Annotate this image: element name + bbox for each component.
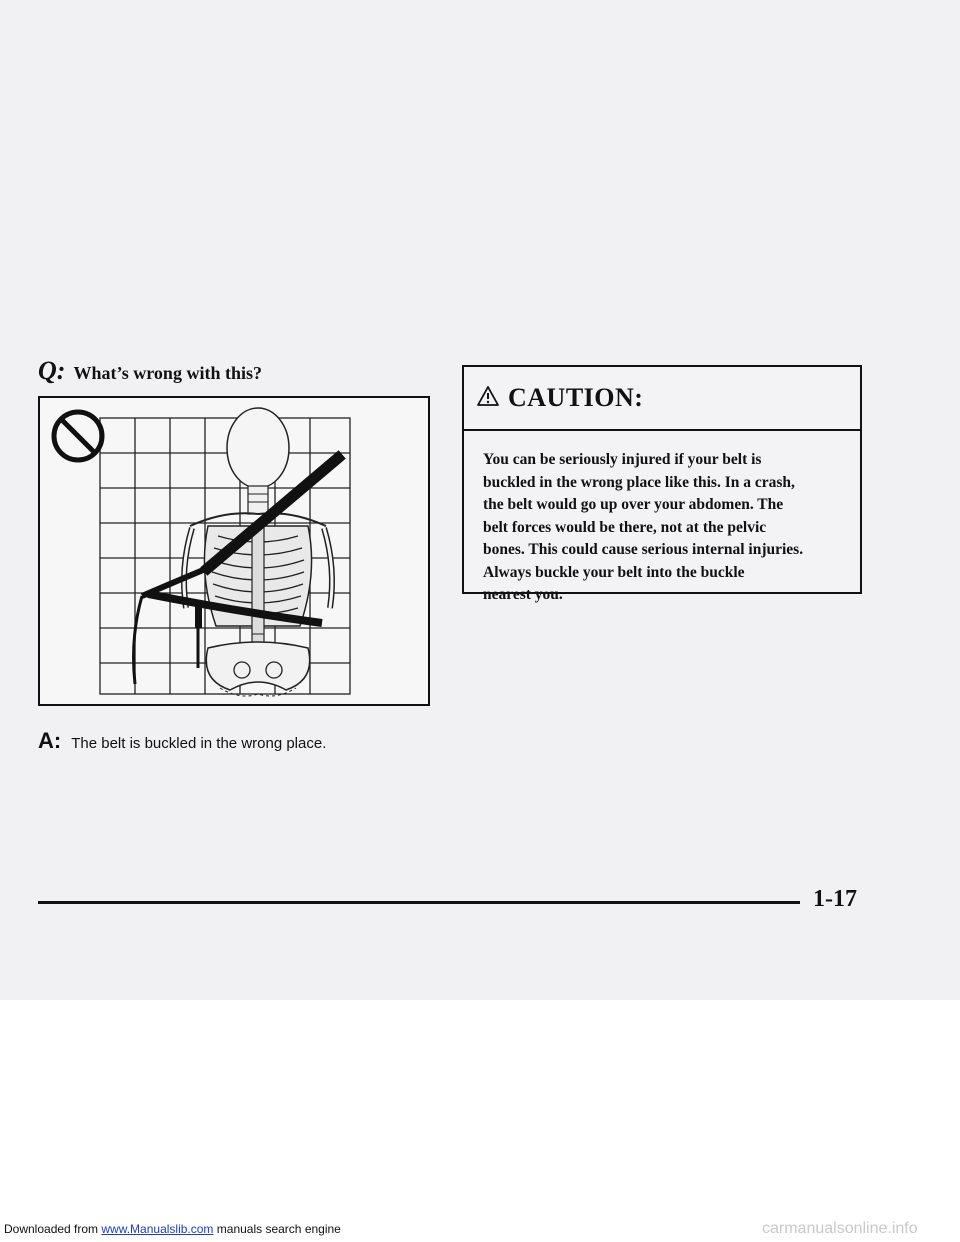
question-letter: Q: [38,356,66,385]
watermark-text: carmanualsonline.info [762,1220,918,1237]
caution-line: the belt would go up over your abdomen. The [483,496,784,513]
caution-line: You can be seriously injured if your belt is [483,451,762,468]
answer-letter: A: [38,728,62,753]
answer-text: The belt is buckled in the wrong place. [71,735,327,752]
caution-header [464,367,860,431]
warning-triangle-icon [476,385,500,412]
caution-line: buckled in the wrong place like this. In a crash, [483,473,795,491]
footer-divider [38,901,800,904]
skeleton-diagram [40,398,428,704]
page-number: 1-17 [813,886,857,912]
question-heading [38,356,262,386]
caution-text [464,431,860,607]
caution-box [462,365,862,603]
credit-suffix: manuals search engine [213,1222,341,1236]
caution-line: Always buckle your belt into the buckle [483,563,745,581]
caution-line: bones. This could cause serious internal injuries. [483,541,804,558]
prohibited-icon [54,412,102,460]
answer-line [38,728,326,754]
caution-line: nearest you. [483,586,563,603]
question-text: What’s wrong with this? [73,363,262,383]
manualslib-link[interactable]: www.Manualslib.com [101,1222,214,1236]
caution-line: belt forces would be there, not at the pelvic [483,518,767,536]
download-credit [4,1222,341,1236]
seatbelt-illustration [38,396,430,706]
page-background-bottom [0,1000,960,1242]
caution-title: CAUTION: [508,383,644,412]
credit-prefix: Downloaded from [4,1222,102,1236]
